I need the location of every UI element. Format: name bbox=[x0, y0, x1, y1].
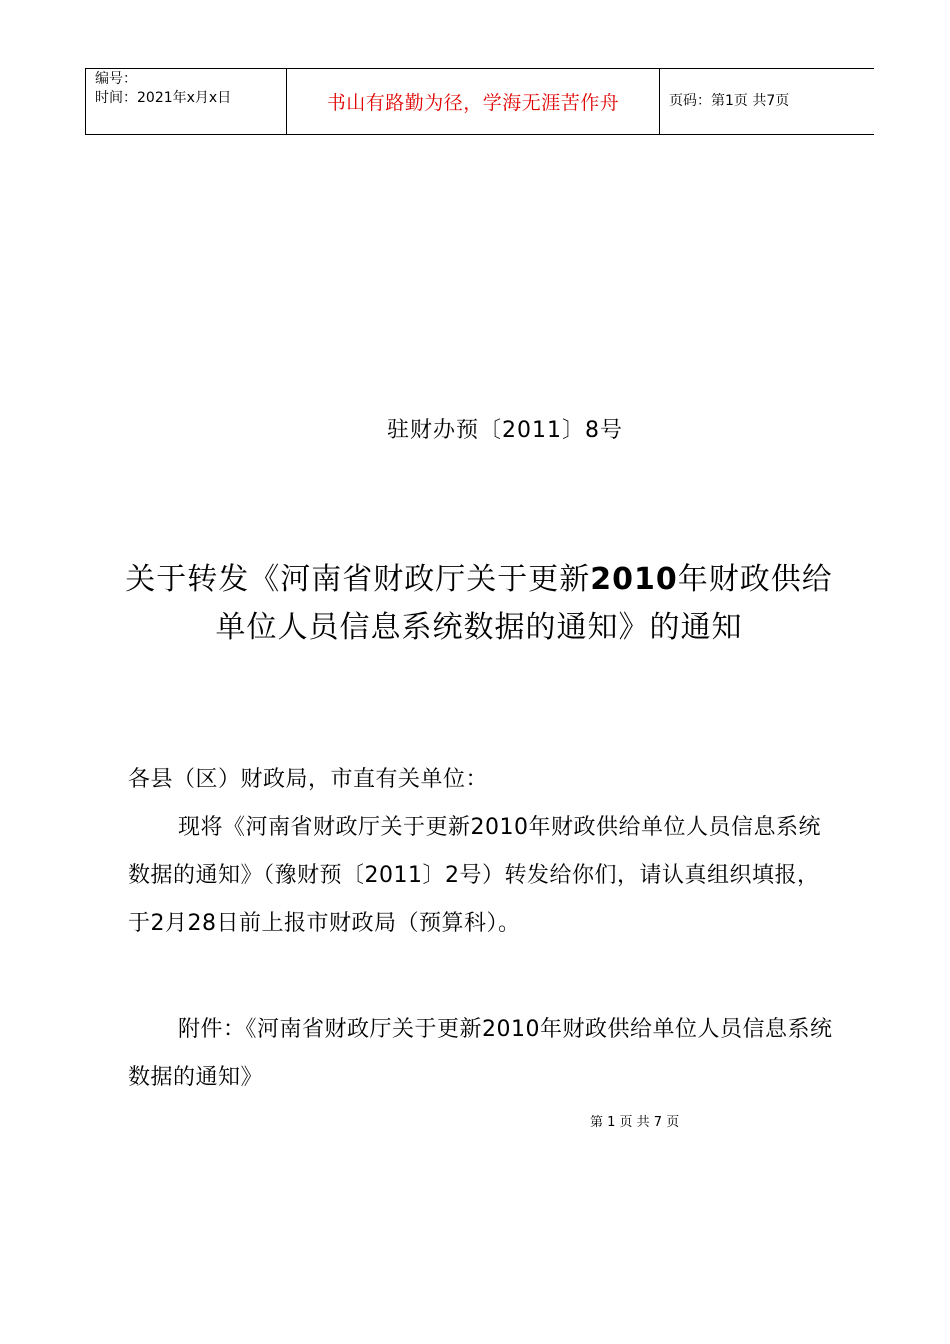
attachment-line: 附件：《河南省财政厅关于更新2010年财政供给单位人员信息系统数据的通知》 bbox=[128, 1017, 833, 1090]
title-year: 2010 bbox=[590, 562, 678, 597]
page-footer: 第 1 页 共 7 页 bbox=[590, 1115, 680, 1130]
header-meta-cell bbox=[85, 69, 286, 134]
body-paragraph: 现将《河南省财政厅关于更新2010年财政供给单位人员信息系统数据的通知》（豫财预〔2011〕2号）转发给你们，请认真组织填报，于2月28日前上报市财政局（预算科）。 bbox=[128, 815, 821, 936]
motto-text: 书山有路勤为径，学海无涯苦作舟 bbox=[326, 92, 620, 114]
time-label: 时间：2021年x月x日 bbox=[95, 90, 232, 106]
title-part-1: 关于转发《河南省财政厅关于更新 bbox=[125, 562, 591, 597]
document-title bbox=[118, 556, 840, 652]
document-number: 驻财办预〔2011〕8号 bbox=[387, 418, 623, 443]
header-table bbox=[85, 68, 874, 135]
number-label: 编号： bbox=[95, 71, 137, 87]
header-page-cell bbox=[659, 69, 874, 134]
page-info: 页码：第1页 共7页 bbox=[669, 93, 790, 109]
salutation: 各县（区）财政局，市直有关单位： bbox=[128, 767, 489, 792]
title-part-2: 年财政供给单位人员信息系统数据的通知》的通知 bbox=[215, 562, 833, 645]
header-motto-cell bbox=[286, 69, 659, 134]
